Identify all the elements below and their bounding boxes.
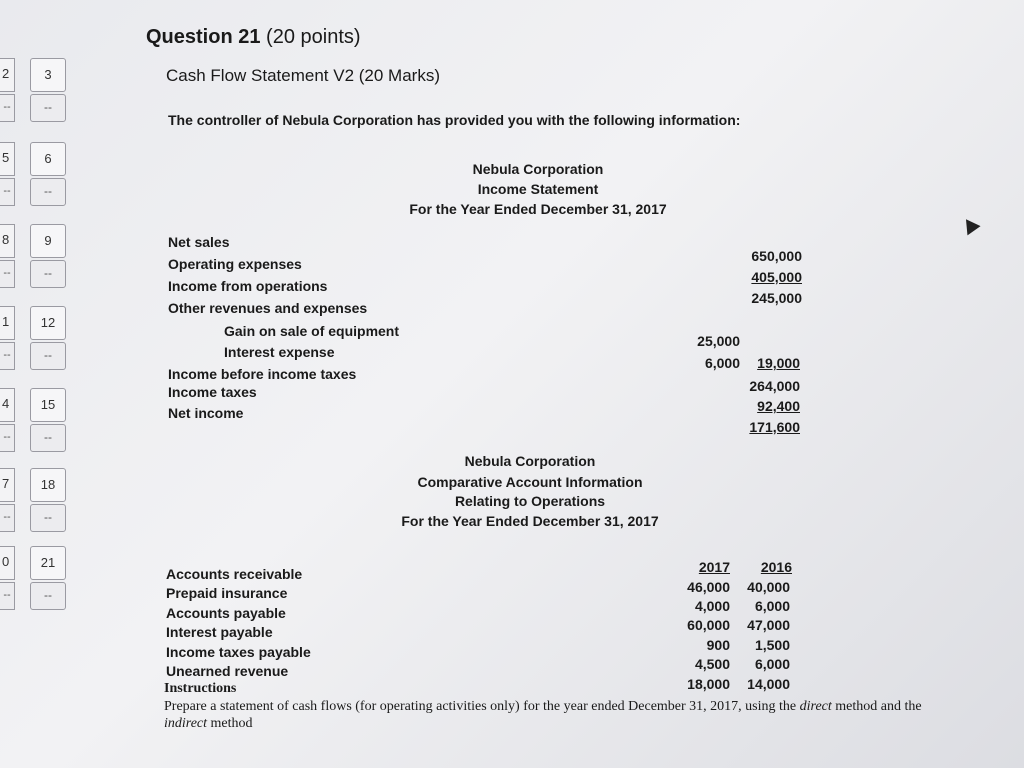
question-nav-edge-dash: --: [0, 342, 15, 370]
income-from-operations-value: 245,000: [751, 290, 802, 306]
comparative-row-2017: 4,500: [694, 656, 730, 672]
question-nav-18[interactable]: 18: [30, 468, 66, 502]
question-nav-edge-number: 1: [2, 314, 10, 329]
question-nav-18-status: --: [30, 504, 66, 532]
question-points: (20 points): [266, 26, 361, 48]
net-sales-value: 650,000: [751, 248, 802, 264]
question-title: [146, 26, 361, 49]
comparative-row-2016: 6,000: [754, 656, 790, 672]
question-nav-edge-dash: --: [0, 260, 15, 288]
question-nav-edge-number: 7: [2, 476, 10, 491]
comparative-company-name: Nebula Corporation: [464, 453, 596, 469]
question-nav-edge-number: 0: [2, 554, 10, 569]
comparative-row-2017: 60,000: [687, 617, 730, 633]
operating-expenses-label: Operating expenses: [168, 256, 302, 272]
instructions-text-part: Prepare a statement of cash flows (for operating activities only) for the year ended December 31, 2017, using the: [164, 699, 800, 714]
question-nav-6[interactable]: 6: [30, 142, 66, 176]
instructions-text: [164, 698, 924, 732]
income-statement-period: For the Year Ended December 31, 2017: [409, 201, 667, 217]
question-nav-edge-dash: --: [0, 504, 15, 532]
income-company-name: Nebula Corporation: [472, 161, 604, 177]
question-nav-9-status: --: [30, 260, 66, 288]
income-before-taxes-label: Income before income taxes: [168, 366, 357, 382]
question-nav-edge-box[interactable]: [0, 306, 15, 340]
comparative-row-label: Accounts payable: [166, 605, 286, 621]
comparative-title: Comparative Account Information: [417, 474, 643, 490]
question-nav-21-status: --: [30, 582, 66, 610]
net-income-value: 171,600: [749, 419, 800, 435]
interest-expense-value: 6,000: [704, 355, 740, 371]
comparative-row-2016: 47,000: [747, 617, 790, 633]
comparative-row-2017: 18,000: [687, 676, 730, 692]
question-subtitle: Cash Flow Statement V2 (20 Marks): [166, 66, 440, 85]
operating-expenses-value: 405,000: [751, 269, 802, 285]
question-nav-3-status: --: [30, 94, 66, 122]
comparative-row-label: Interest payable: [166, 624, 273, 640]
question-nav-edge-number: 4: [2, 396, 10, 411]
income-taxes-label: Income taxes: [168, 384, 257, 400]
question-nav-12-status: --: [30, 342, 66, 370]
question-nav-15[interactable]: 15: [30, 388, 66, 422]
question-nav-edge-number: 2: [2, 66, 10, 81]
gain-on-sale-label: Gain on sale of equipment: [224, 323, 400, 339]
question-nav-edge-box[interactable]: [0, 224, 15, 258]
instructions-direct: direct: [799, 699, 832, 714]
income-taxes-value: 92,400: [757, 398, 800, 414]
year-2016-header: 2016: [760, 559, 792, 575]
question-nav-edge-number: 8: [2, 232, 10, 247]
question-nav-edge-dash: --: [0, 94, 15, 122]
comparative-row-2017: 900: [706, 637, 730, 653]
comparative-row-2016: 6,000: [754, 598, 790, 614]
question-nav-9[interactable]: 9: [30, 224, 66, 258]
instructions-title: Instructions: [164, 681, 237, 696]
question-nav-edge-box[interactable]: [0, 142, 15, 176]
question-nav-15-status: --: [30, 424, 66, 452]
comparative-relating: Relating to Operations: [454, 493, 606, 509]
question-nav-21[interactable]: 21: [30, 546, 66, 580]
net-sales-label: Net sales: [168, 234, 230, 250]
instructions-indirect: indirect: [164, 716, 208, 731]
comparative-row-label: Unearned revenue: [166, 663, 289, 679]
comparative-row-label: Income taxes payable: [166, 644, 311, 660]
question-nav-3[interactable]: 3: [30, 58, 66, 92]
other-revenues-label: Other revenues and expenses: [168, 300, 368, 316]
other-revenues-total: 19,000: [757, 355, 800, 371]
year-2017-header: 2017: [698, 559, 730, 575]
comparative-period: For the Year Ended December 31, 2017: [401, 513, 659, 529]
question-navigator: [0, 0, 80, 768]
question-nav-edge-number: 5: [2, 150, 10, 165]
comparative-row-2016: 14,000: [747, 676, 790, 692]
instructions-text-part: method and the: [831, 699, 922, 714]
question-nav-6-status: --: [30, 178, 66, 206]
question-nav-edge-dash: --: [0, 424, 15, 452]
comparative-row-2017: 4,000: [694, 598, 730, 614]
instructions-text-part: method: [207, 716, 253, 731]
gain-on-sale-value: 25,000: [697, 333, 740, 349]
question-nav-edge-dash: --: [0, 582, 15, 610]
question-intro: The controller of Nebula Corporation has provided you with the following information:: [168, 112, 741, 128]
comparative-row-2016: 40,000: [747, 579, 790, 595]
income-before-taxes-value: 264,000: [749, 378, 800, 394]
mouse-cursor-icon: [959, 215, 980, 236]
comparative-row-2017: 46,000: [687, 579, 730, 595]
comparative-row-label: Accounts receivable: [166, 566, 303, 582]
income-statement-title: Income Statement: [477, 181, 599, 197]
question-nav-edge-box[interactable]: [0, 58, 15, 92]
comparative-row-label: Prepaid insurance: [166, 585, 288, 601]
interest-expense-label: Interest expense: [224, 344, 335, 360]
question-nav-edge-box[interactable]: [0, 388, 15, 422]
question-nav-edge-box[interactable]: [0, 468, 15, 502]
question-nav-12[interactable]: 12: [30, 306, 66, 340]
question-number: Question 21: [146, 26, 261, 48]
question-nav-edge-dash: --: [0, 178, 15, 206]
comparative-row-2016: 1,500: [754, 637, 790, 653]
net-income-label: Net income: [168, 405, 244, 421]
income-from-operations-label: Income from operations: [168, 278, 328, 294]
question-nav-edge-box[interactable]: [0, 546, 15, 580]
